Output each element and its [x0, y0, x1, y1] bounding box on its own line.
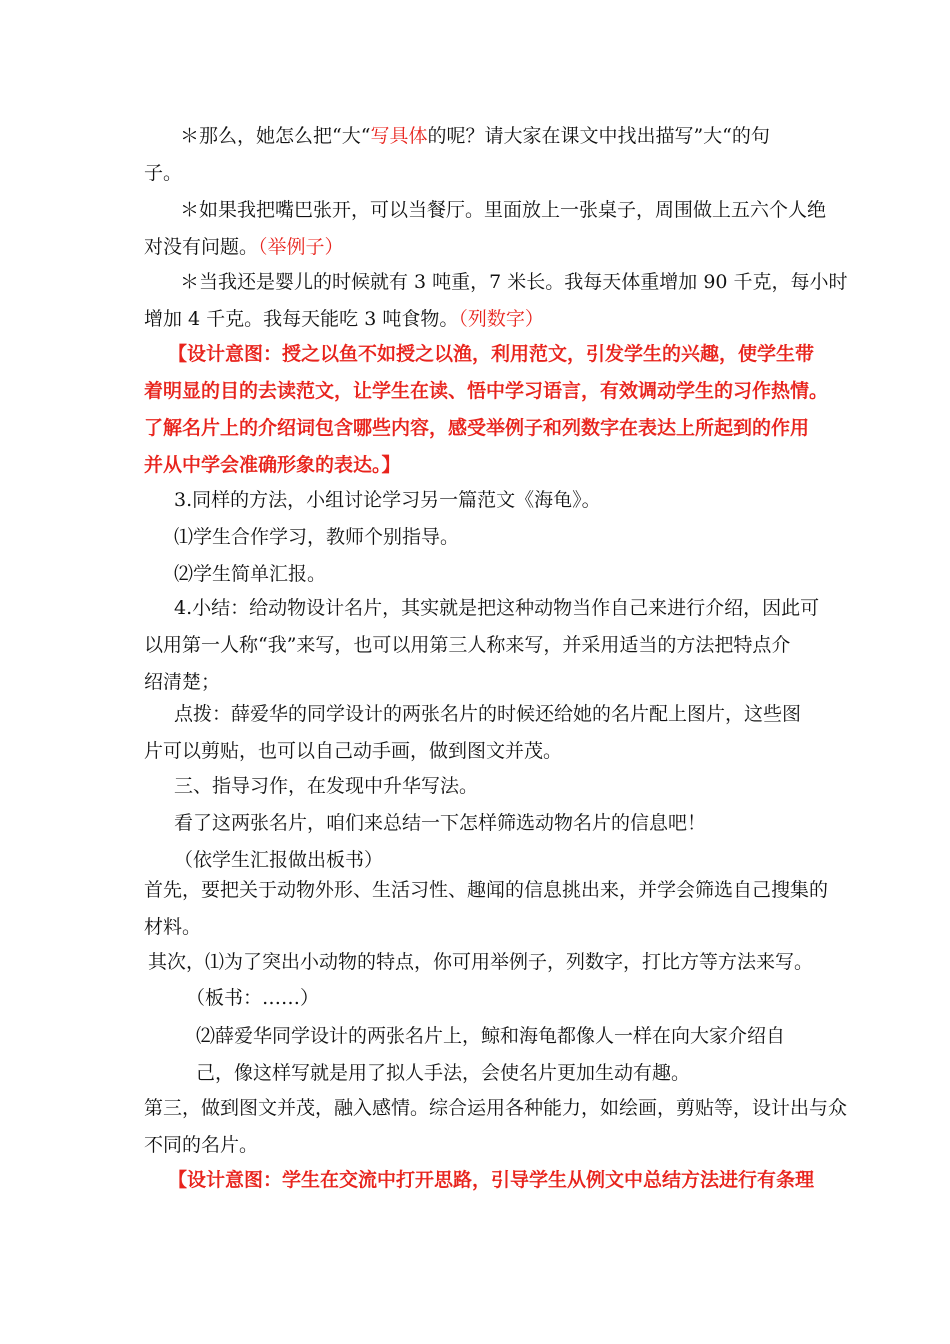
text: 【设计意图：授之以鱼不如授之以渔，利用范文，引发学生的兴趣，使学生带 — [168, 343, 815, 365]
text: ⑵学生简单汇报。 — [174, 563, 327, 585]
text: 己，像这样写就是用了拟人手法，会使名片更加生动有趣。 — [196, 1062, 691, 1084]
paragraph-how-describe — [144, 118, 814, 192]
text: 并从中学会准确形象的表达。】 — [144, 454, 401, 476]
text: ＊那么，她怎么把“大“ — [180, 125, 371, 147]
first-point — [144, 872, 829, 946]
text: 着明显的目的去读范文，让学生在读、悟中学习语言，有效调动学生的习作热情。 — [144, 380, 829, 402]
text: 增加 4 千克。我每天能吃 3 吨食物。 — [144, 308, 459, 330]
personification-point — [196, 1018, 816, 1092]
text: 4.小结：给动物设计名片，其实就是把这种动物当作自己来进行介绍，因此可 — [174, 597, 820, 619]
design-intent-2 — [144, 1162, 814, 1199]
method-label: （举例子） — [258, 236, 344, 258]
text: ⑴学生合作学习，教师个别指导。 — [174, 526, 460, 548]
text: 片可以剪贴，也可以自己动手画，做到图文并茂。 — [144, 740, 563, 762]
third-point — [144, 1090, 848, 1164]
text: ＊当我还是婴儿的时候就有 3 吨重，7 米长。我每天体重增加 90 千克，每小时 — [180, 271, 848, 293]
text: 子。 — [144, 162, 183, 184]
text: 【设计意图：学生在交流中打开思路，引导学生从例文中总结方法进行有条理 — [168, 1169, 815, 1191]
section-3 — [144, 768, 814, 879]
design-intent-1 — [144, 336, 829, 484]
text: （板书：……） — [186, 987, 320, 1009]
text: 不同的名片。 — [144, 1134, 259, 1156]
paragraph-mouth-example — [144, 192, 827, 266]
text: 材料。 — [144, 916, 202, 938]
text: （依学生汇报做出板书） — [174, 849, 384, 871]
text: 绍清楚； — [144, 671, 221, 693]
text: 以用第一人称“我”来写，也可以用第三人称来写，并采用适当的方法把特点介 — [144, 634, 791, 656]
second-point — [148, 944, 818, 981]
text: 看了这两张名片，咱们来总结一下怎样筛选动物名片的信息吧！ — [174, 812, 707, 834]
text: ＊如果我把嘴巴张开，可以当餐厅。里面放上一张桌子，周围做上五六个人绝 — [180, 199, 827, 221]
paragraph-baby-numbers — [144, 264, 848, 338]
highlight-text: 写具体 — [370, 125, 428, 147]
tip-paragraph — [144, 696, 814, 770]
text: 了解名片上的介绍词包含哪些内容，感受举例子和列数字在表达上所起到的作用 — [144, 417, 810, 439]
method-label: （列数字） — [458, 308, 544, 330]
text: 对没有问题。 — [144, 236, 259, 258]
step-3 — [144, 482, 814, 593]
text: 首先，要把关于动物外形、生活习性、趣闻的信息挑出来，并学会筛选自己搜集的 — [144, 879, 829, 901]
text: ⑵薛爱华同学设计的两张名片上，鲸和海龟都像人一样在向大家介绍自 — [196, 1025, 786, 1047]
text: 其次，⑴为了突出小动物的特点，你可用举例子，列数字，打比方等方法来写。 — [148, 951, 814, 973]
step-4-summary — [144, 590, 820, 701]
text: 3.同样的方法，小组讨论学习另一篇范文《海龟》。 — [174, 489, 601, 511]
text: 第三，做到图文并茂，融入感情。综合运用各种能力，如绘画，剪贴等，设计出与众 — [144, 1097, 848, 1119]
section-heading: 三、指导习作，在发现中升华写法。 — [174, 775, 479, 797]
text: 的呢？请大家在课文中找出描写”大“的句 — [427, 125, 770, 147]
board-note — [186, 980, 826, 1017]
text: 点拨：薛爱华的同学设计的两张名片的时候还给她的名片配上图片，这些图 — [174, 703, 802, 725]
